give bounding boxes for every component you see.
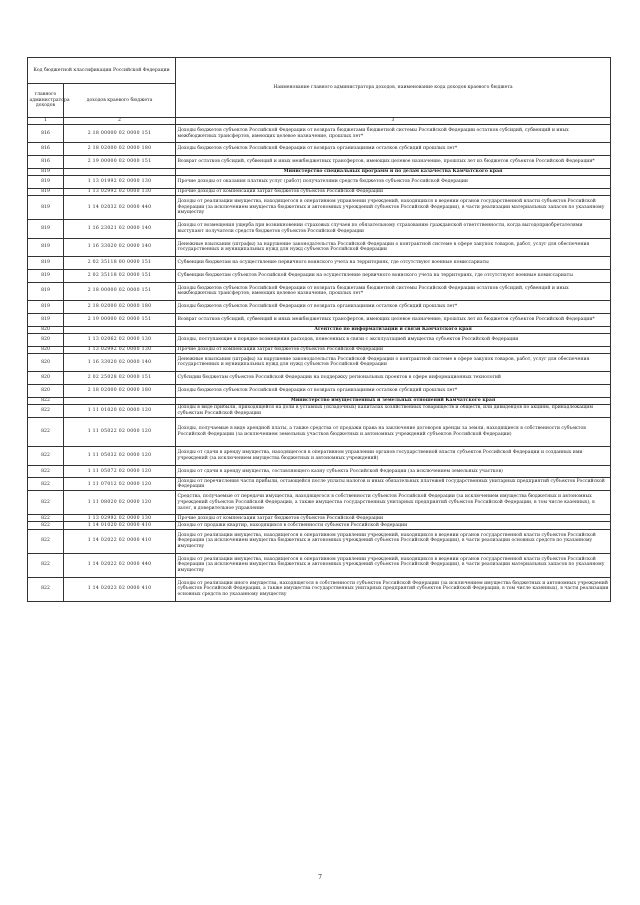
name-column-header: Наименование главного администратора доходов, наименование кода доходов краевого бюджета [176, 58, 611, 118]
admin-code-cell: 819 [28, 238, 64, 256]
admin-code-cell: 816 [28, 125, 64, 143]
income-name-cell: Доходы в виде прибыли, приходящейся на доли в уставных (складочных) капиталах хозяйственных товариществ и обществ, или дивидендов по акциям, принадлежащим субъектам Российской Федерации [176, 404, 611, 417]
table-row [28, 220, 611, 238]
table-row [28, 417, 611, 447]
income-code-cell: 2 02 25028 02 0000 151 [64, 372, 176, 385]
income-name-cell: Доходы от реализации имущества, находящегося в оперативном управлении учреждений, находящихся в ведении органов государственной власти субъектов Российской Федерации (за исключением имущества бюджетных и автономных учреждений субъектов Российской Федерации), в части реализации материальных запасов по указанному имуществу [176, 196, 611, 220]
income-name-cell: Доходы, поступающие в порядке возмещения расходов, понесенных в связи с эксплуатацией имущества субъектов Российской Федерации [176, 333, 611, 346]
table-row [28, 465, 611, 478]
income-name-cell: Прочие доходы от компенсации затрат бюджетов субъектов Российской Федерации [176, 515, 611, 522]
income-name-cell: Агентство по информатизации и связи Камчатского края [176, 326, 611, 333]
income-name-cell: Прочие доходы от компенсации затрат бюджетов субъектов Российской Федерации [176, 188, 611, 195]
table-row [28, 238, 611, 256]
admin-code-cell: 819 [28, 176, 64, 189]
income-code-cell: 1 13 02992 02 0000 130 [64, 188, 176, 195]
income-code-cell: 1 14 02022 02 0000 440 [64, 553, 176, 577]
income-code-cell: 1 13 02992 02 0000 130 [64, 346, 176, 353]
table-row [28, 196, 611, 220]
table-row [28, 125, 611, 143]
income-code-cell: 1 11 08020 02 0000 120 [64, 491, 176, 515]
income-name-cell: Доходы от перечисления части прибыли, остающейся после уплаты налогов и иных обязательных платежей государственных унитарных предприятий субъектов Российской Федерации [176, 478, 611, 491]
income-name-cell: Возврат остатков субсидий, субвенций и иных межбюджетных трансфертов, имеющих целевое назначение, прошлых лет из бюджетов субъектов Российской Федерации* [176, 313, 611, 326]
income-code-cell: 1 11 05032 02 0000 120 [64, 447, 176, 465]
table-row [28, 447, 611, 465]
page-number: 7 [318, 874, 322, 881]
section-header-row [28, 168, 611, 175]
income-code-cell: 2 02 35118 00 0000 151 [64, 256, 176, 269]
income-name-cell: Доходы от реализации имущества, находящегося в оперативном управлении учреждений, находящихся в ведении органов государственной власти субъектов Российской Федерации (за исключением имущества бюджетных и автономных учреждений субъектов Российской Федерации), в части реализации материальных запасов по указанному имуществу [176, 553, 611, 577]
income-code-cell: 2 18 00000 02 0000 151 [64, 282, 176, 300]
admin-code-cell: 820 [28, 372, 64, 385]
table-header-row [28, 58, 611, 84]
income-name-cell: Доходы от сдачи в аренду имущества, составляющего казну субъекта Российской Федерации (за исключением земельных участков) [176, 465, 611, 478]
table-row [28, 384, 611, 397]
admin-code-cell: 819 [28, 168, 64, 175]
income-name-cell: Денежные взыскания (штрафы) за нарушение законодательства Российской Федерации о контрактной системе в сфере закупок товаров, работ, услуг для обеспечения государственных и муниципальных нужд для нужд субъектов Российской Федерации [176, 353, 611, 371]
kbk-group-header: Код бюджетной классификации Российской Федерации [28, 58, 176, 84]
section-header-row [28, 397, 611, 404]
income-code-cell: 1 11 01020 02 0000 120 [64, 404, 176, 417]
table-row [28, 577, 611, 601]
admin-code-cell: 819 [28, 256, 64, 269]
table-row [28, 491, 611, 515]
admin-code-cell: 819 [28, 196, 64, 220]
income-name-cell: Доходы бюджетов субъектов Российской Федерации от возврата организациями остатков субсидий прошлых лет* [176, 384, 611, 397]
admin-code-cell: 822 [28, 522, 64, 529]
income-name-cell: Доходы от реализации иного имущества, находящегося в собственности субъектов Российской Федерации (за исключением имущества бюджетных и автономных учреждений субъектов Российской Федерации, а также имущества государственных унитарных предприятий субъектов Российской Федерации, в том числе казенных), в части реализации основных средств по указанному имуществу [176, 577, 611, 601]
income-name-cell: Министерство специальных программ и по делам казачества Камчатского края [176, 168, 611, 175]
table-row [28, 346, 611, 353]
admin-code-cell: 819 [28, 300, 64, 313]
table-row [28, 404, 611, 417]
admin-code-cell: 819 [28, 220, 64, 238]
admin-code-cell: 822 [28, 478, 64, 491]
income-name-cell: Доходы бюджетов субъектов Российской Федерации от возврата бюджетами бюджетной системы Российской Федерации остатков субсидий, субвенций и иных межбюджетных трансфертов, имеющих целевое назначение, прошлых лет* [176, 282, 611, 300]
admin-code-cell: 822 [28, 491, 64, 515]
income-code-cell: 1 13 02992 02 0000 130 [64, 515, 176, 522]
income-name-cell: Доходы от продажи квартир, находящихся в собственности субъектов Российской Федерации [176, 522, 611, 529]
table-row [28, 188, 611, 195]
income-name-cell: Средства, получаемые от передачи имущества, находящегося в собственности субъектов Российской Федерации (за исключением имущества бюджетных и автономных учреждений субъектов Российской Федерации, а также имущества государственных унитарных предприятий субъектов Российской Федерации, в том числе казенных), в залог, в доверительное управление [176, 491, 611, 515]
admin-code-cell: 820 [28, 384, 64, 397]
table-row [28, 333, 611, 346]
income-code-cell: 2 18 02000 02 0000 180 [64, 143, 176, 156]
admin-code-cell: 820 [28, 333, 64, 346]
income-code-cell: 1 14 02022 02 0000 410 [64, 529, 176, 553]
table-row [28, 515, 611, 522]
admin-code-cell: 819 [28, 269, 64, 282]
income-name-cell: Возврат остатков субсидий, субвенций и иных межбюджетных трансфертов, имеющих целевое назначение, прошлых лет из бюджетов субъектов Российской Федерации* [176, 156, 611, 169]
section-header-row [28, 326, 611, 333]
admin-code-cell: 820 [28, 346, 64, 353]
table-row [28, 256, 611, 269]
income-name-cell: Доходы бюджетов субъектов Российской Федерации от возврата организациями остатков субсидий прошлых лет* [176, 143, 611, 156]
income-code-cell: 1 11 07012 02 0000 120 [64, 478, 176, 491]
admin-code-cell: 819 [28, 313, 64, 326]
table-row [28, 372, 611, 385]
income-codes-table [27, 57, 611, 602]
admin-code-cell: 822 [28, 397, 64, 404]
income-code-cell: 1 14 01020 02 0000 410 [64, 522, 176, 529]
table-row [28, 300, 611, 313]
income-name-cell: Субсидии бюджетам субъектов Российской Федерации на поддержку региональных проектов в сфере информационных технологий [176, 372, 611, 385]
admin-column-header: главного администратора доходов [28, 84, 64, 118]
admin-code-cell: 820 [28, 353, 64, 371]
income-name-cell: Доходы от сдачи в аренду имущества, находящегося в оперативном управлении органов государственной власти субъектов Российской Федерации и созданных ими учреждений (за исключением имущества бюджетных и автономных учреждений) [176, 447, 611, 465]
table-row [28, 553, 611, 577]
table-row [28, 269, 611, 282]
income-code-cell: 1 13 02062 02 0000 130 [64, 333, 176, 346]
income-name-cell: Доходы, получаемые в виде арендной платы, а также средства от продажи права на заключение договоров аренды за земли, находящиеся в собственности субъектов Российской Федерации (за исключением земельных участков бюджетных и автономных учреждений субъектов Российской Федерации) [176, 417, 611, 447]
income-code-cell: 1 11 05022 02 0000 120 [64, 417, 176, 447]
table-row [28, 282, 611, 300]
income-code-cell: 1 16 23021 02 0000 140 [64, 220, 176, 238]
income-name-cell: Доходы от возмещения ущерба при возникновении страховых случаев по обязательному страхованию гражданской ответственности, когда выгодоприобретателями выступают получатели средств бюджетов субъектов Российской Федерации [176, 220, 611, 238]
admin-code-cell: 822 [28, 577, 64, 601]
income-code-cell [64, 326, 176, 333]
income-code-cell: 1 14 02023 02 0000 410 [64, 577, 176, 601]
column-number: 1 [28, 118, 64, 125]
income-code-cell: 1 11 05072 02 0000 120 [64, 465, 176, 478]
income-code-cell: 2 02 35118 02 0000 151 [64, 269, 176, 282]
admin-code-cell: 822 [28, 404, 64, 417]
income-code-cell: 1 16 33020 02 0000 140 [64, 238, 176, 256]
budget-income-table-page [27, 57, 611, 602]
income-code-cell: 1 13 01992 02 0000 130 [64, 176, 176, 189]
income-column-header: доходов краевого бюджета [64, 84, 176, 118]
income-code-cell: 2 19 00000 02 0000 151 [64, 313, 176, 326]
admin-code-cell: 822 [28, 417, 64, 447]
income-name-cell: Доходы от реализации имущества, находящегося в оперативном управлении учреждений, находящихся в ведении органов государственной власти субъектов Российской Федерации (за исключением имущества бюджетных и автономных учреждений субъектов Российской Федерации), в части реализации основных средств по указанному имуществу [176, 529, 611, 553]
table-row [28, 478, 611, 491]
income-code-cell [64, 397, 176, 404]
admin-code-cell: 822 [28, 465, 64, 478]
table-row [28, 522, 611, 529]
income-code-cell: 1 16 33020 02 0000 140 [64, 353, 176, 371]
income-name-cell: Прочие доходы от компенсации затрат бюджетов субъектов Российской Федерации [176, 346, 611, 353]
admin-code-cell: 822 [28, 515, 64, 522]
table-row [28, 176, 611, 189]
income-name-cell: Министерство имущественных и земельных отношений Камчатского края [176, 397, 611, 404]
admin-code-cell: 822 [28, 529, 64, 553]
income-name-cell: Прочие доходы от оказания платных услуг (работ) получателями средств бюджетов субъектов Российской Федерации [176, 176, 611, 189]
table-row [28, 156, 611, 169]
income-code-cell: 1 14 02032 02 0000 440 [64, 196, 176, 220]
income-code-cell [64, 168, 176, 175]
admin-code-cell: 816 [28, 143, 64, 156]
income-name-cell: Субвенции бюджетам субъектов Российской Федерации на осуществление первичного воинского учета на территориях, где отсутствуют военные комиссариаты [176, 269, 611, 282]
income-name-cell: Субвенции бюджетам на осуществление первичного воинского учета на территориях, где отсутствуют военные комиссариаты [176, 256, 611, 269]
column-number: 3 [176, 118, 611, 125]
income-code-cell: 2 18 02000 02 0000 180 [64, 384, 176, 397]
admin-code-cell: 816 [28, 156, 64, 169]
admin-code-cell: 819 [28, 282, 64, 300]
income-code-cell: 2 18 02000 02 0000 180 [64, 300, 176, 313]
admin-code-cell: 822 [28, 447, 64, 465]
income-name-cell: Доходы бюджетов субъектов Российской Федерации от возврата бюджетами бюджетной системы Российской Федерации остатков субсидий, субвенций и иных межбюджетных трансфертов, имеющих целевое назначение, прошлых лет* [176, 125, 611, 143]
income-code-cell: 2 18 00000 02 0000 151 [64, 125, 176, 143]
admin-code-cell: 820 [28, 326, 64, 333]
table-row [28, 313, 611, 326]
income-code-cell: 2 19 00000 02 0000 151 [64, 156, 176, 169]
table-row [28, 353, 611, 371]
admin-code-cell: 819 [28, 188, 64, 195]
table-row [28, 143, 611, 156]
column-number-row [28, 118, 611, 125]
column-number: 2 [64, 118, 176, 125]
income-name-cell: Денежные взыскания (штрафы) за нарушение законодательства Российской Федерации о контрактной системе в сфере закупок товаров, работ, услуг для обеспечения государственных и муниципальных нужд для нужд субъектов Российской Федерации [176, 238, 611, 256]
income-name-cell: Доходы бюджетов субъектов Российской Федерации от возврата организациями остатков субсидий прошлых лет* [176, 300, 611, 313]
table-row [28, 529, 611, 553]
admin-code-cell: 822 [28, 553, 64, 577]
